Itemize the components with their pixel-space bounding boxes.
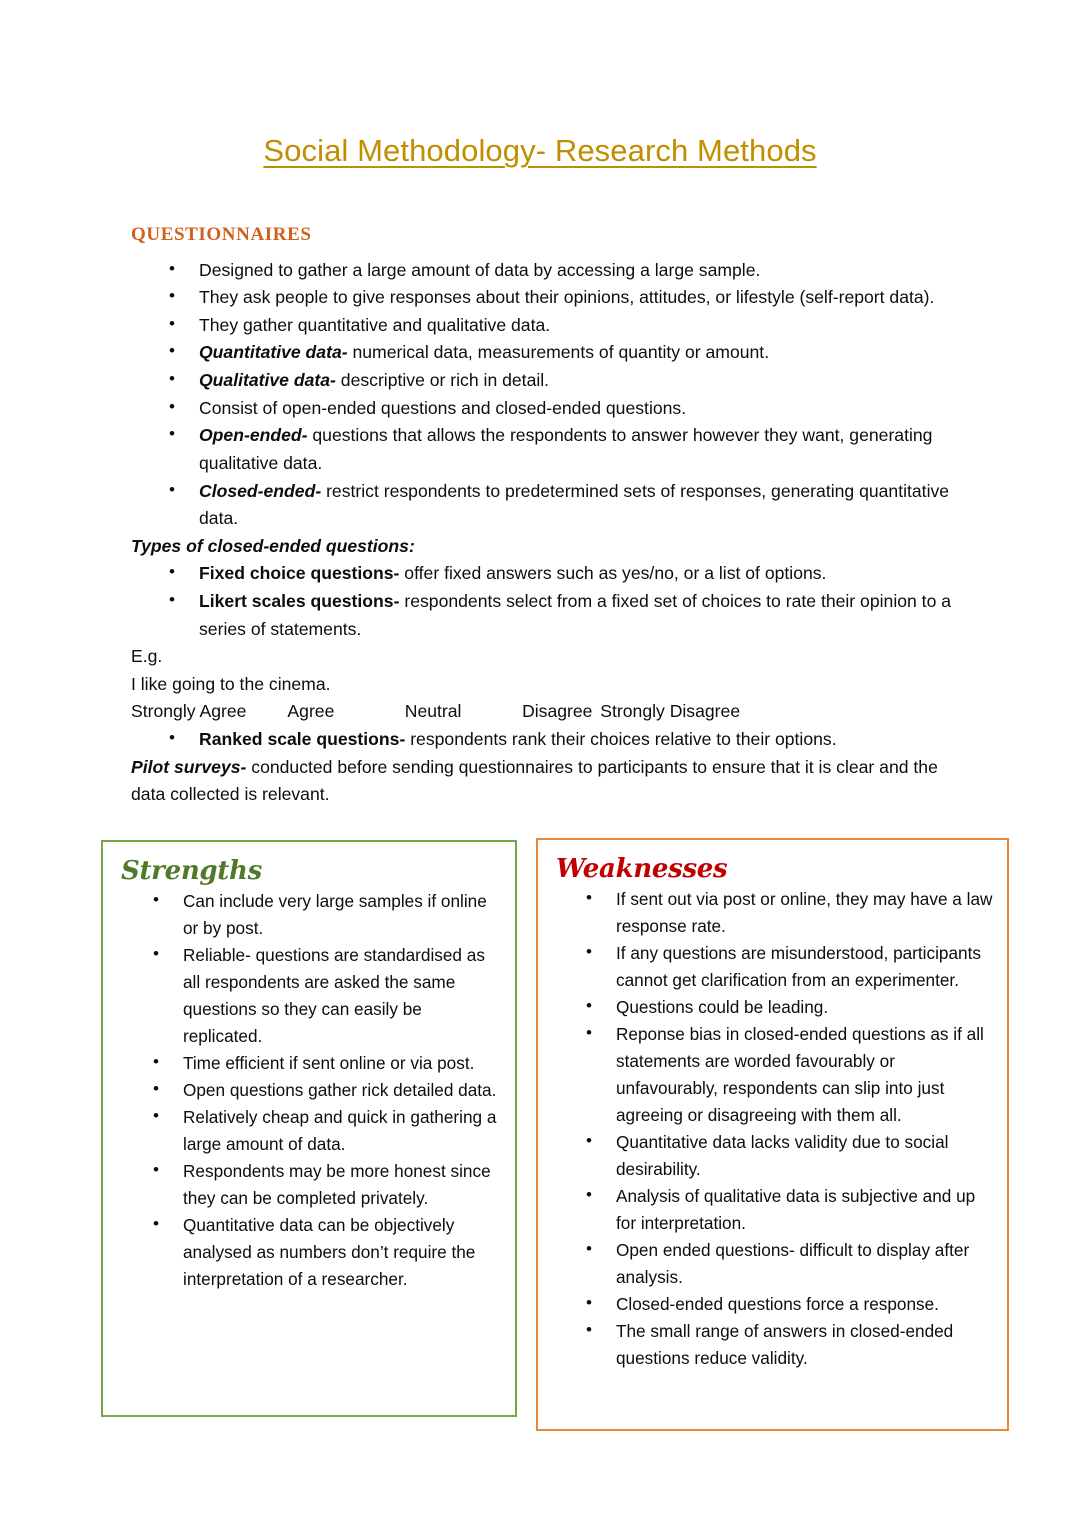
list-item xyxy=(165,478,952,533)
list-item-lead: Likert scales questions- xyxy=(199,590,400,611)
list-item: • Time efficient if sent online or via post. xyxy=(149,1050,503,1077)
list-item-text: Consist of open-ended questions and closed-ended questions. xyxy=(199,397,687,418)
list-item: • Respondents may be more honest since they can be completed privately. xyxy=(149,1158,503,1212)
closed-ended-types-list xyxy=(131,560,952,643)
list-item: • Reliable- questions are standardised as all respondents are asked the same questions so they can easily be replicated. xyxy=(149,942,503,1050)
list-item: • Open ended questions- difficult to display after analysis. xyxy=(582,1237,993,1291)
strengths-list xyxy=(103,886,515,1293)
weaknesses-list xyxy=(538,884,1007,1372)
questionnaires-bullet-list xyxy=(131,257,952,533)
list-item xyxy=(165,367,952,395)
list-item xyxy=(165,257,952,285)
list-item xyxy=(165,726,952,754)
list-item-lead: Qualitative data- xyxy=(199,370,336,391)
list-item: • Can include very large samples if online or by post. xyxy=(149,888,503,942)
list-item: • Reponse bias in closed-ended questions as if all statements are worded favourably or unfavourably, respondents can slip into just agreeing or disagreeing with them all. xyxy=(582,1021,993,1129)
page-title-text: Social Methodology- Research Methods xyxy=(263,133,817,168)
list-item-text: They gather quantitative and qualitative data. xyxy=(199,314,551,335)
list-item: • The small range of answers in closed-ended questions reduce validity. xyxy=(582,1318,993,1372)
page-title xyxy=(0,0,1080,169)
section-heading-questionnaires: questionnaires xyxy=(131,215,312,246)
example-label: E.g. xyxy=(131,646,163,667)
strengths-weaknesses-row xyxy=(0,838,1080,1458)
list-item xyxy=(165,560,952,588)
strengths-box xyxy=(101,840,517,1417)
ranked-scale-list xyxy=(131,726,952,754)
list-item xyxy=(165,422,952,477)
likert-scale-options: Strongly Agree Agree Neutral Disagree Strongly Disagree xyxy=(131,701,741,722)
list-item: • Open questions gather rick detailed data. xyxy=(149,1077,503,1104)
pilot-surveys-paragraph xyxy=(131,754,952,809)
list-item: • If any questions are misunderstood, participants cannot get clarification from an experimenter. xyxy=(582,940,993,994)
list-item xyxy=(165,284,952,312)
list-item: • If sent out via post or online, they may have a law response rate. xyxy=(582,886,993,940)
example-statement: I like going to the cinema. xyxy=(131,673,331,694)
list-item-lead: Open-ended- xyxy=(199,425,308,446)
list-item-text: offer fixed answers such as yes/no, or a list of options. xyxy=(399,563,827,584)
list-item-text: They ask people to give responses about their opinions, attitudes, or lifestyle (self-report data). xyxy=(199,287,935,308)
list-item: • Questions could be leading. xyxy=(582,994,993,1021)
list-item-lead: Quantitative data- xyxy=(199,342,348,363)
questionnaires-body xyxy=(0,247,1080,809)
list-item-text: Designed to gather a large amount of data by accessing a large sample. xyxy=(199,259,761,280)
list-item: • Relatively cheap and quick in gathering a large amount of data. xyxy=(149,1104,503,1158)
list-item-text: respondents rank their choices relative to their options. xyxy=(405,729,837,749)
pilot-surveys-lead: Pilot surveys- xyxy=(131,756,247,777)
list-item: • Closed-ended questions force a response. xyxy=(582,1291,993,1318)
list-item: • Analysis of qualitative data is subjective and up for interpretation. xyxy=(582,1183,993,1237)
list-item: • Quantitative data can be objectively analysed as numbers don’t require the interpretation of a researcher. xyxy=(149,1212,503,1293)
list-item-lead: Closed-ended- xyxy=(199,480,322,501)
list-item-lead: Fixed choice questions- xyxy=(199,563,400,584)
list-item xyxy=(165,339,952,367)
strengths-box-title: Strengths xyxy=(121,856,262,886)
list-item xyxy=(165,395,952,423)
list-item-text: respondents select from a fixed set of choices to rate their opinion to a series of statements. xyxy=(199,590,952,639)
list-item: • Quantitative data lacks validity due to social desirability. xyxy=(582,1129,993,1183)
list-item-text: restrict respondents to predetermined sets of responses, generating quantitative data. xyxy=(199,480,950,529)
list-item-lead: Ranked scale questions- xyxy=(199,729,406,749)
list-item xyxy=(165,312,952,340)
list-item xyxy=(165,588,952,643)
pilot-surveys-text: conducted before sending questionnaires to participants to ensure that it is clear and the data collected is relevant. xyxy=(131,756,938,805)
weaknesses-box xyxy=(536,838,1009,1431)
list-item-text: numerical data, measurements of quantity or amount. xyxy=(347,342,770,363)
weaknesses-box-title: Weaknesses xyxy=(556,854,728,884)
list-item-text: descriptive or rich in detail. xyxy=(335,370,550,391)
types-of-closed-ended-heading: Types of closed-ended questions: xyxy=(131,535,415,556)
list-item-text: questions that allows the respondents to answer however they want, generating qualitative data. xyxy=(199,425,933,473)
